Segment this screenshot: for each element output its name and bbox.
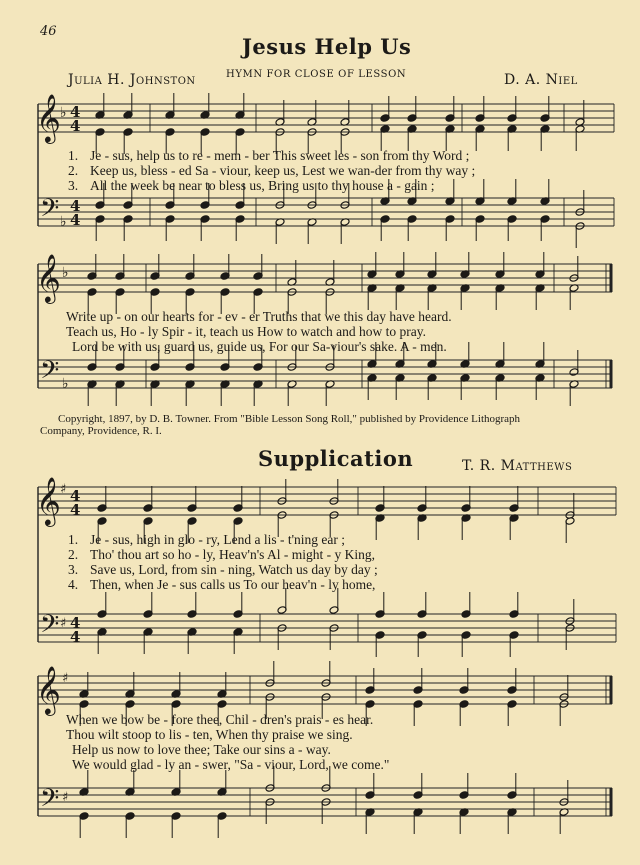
hymn1-composer: D. A. Niel: [504, 72, 578, 88]
time-sig-bottom: 4: [70, 117, 81, 135]
svg-text:4: 4: [70, 501, 81, 519]
flat-icon: ♭: [62, 265, 69, 281]
copyright-line2: Company, Providence, R. I.: [40, 425, 162, 437]
hymn1-verse2-line1: 2. Keep us, bless - ed Sa - viour, keep us, Lest we wan-der from thy way ;: [68, 163, 476, 178]
time-sig-top: 4: [70, 103, 81, 121]
hymn2-verse1-line1: 1. Je - sus, high in glo - ry, Lend a lis - t'ning ear ;: [68, 532, 346, 547]
treble-clef-icon: 𝄞: [36, 665, 61, 714]
hymn1-verse2-line2: Teach us, Ho - ly Spir - it, teach us How to watch and how to pray.: [66, 324, 426, 339]
svg-text:4: 4: [70, 628, 81, 646]
hymn1-title: Jesus Help Us: [242, 34, 412, 59]
hymn2-verse3-line2: Help us now to love thee; Take our sins a - way.: [72, 742, 331, 757]
hymn2-composer: T. R. Matthews: [462, 458, 573, 474]
flat-icon: ♭: [60, 214, 67, 230]
flat-icon: ♭: [62, 376, 69, 392]
svg-text:4: 4: [70, 487, 81, 505]
copyright-line1: Copyright, 1897, by D. B. Towner. From "Bible Lesson Song Roll," published by Providence Lithograph: [58, 413, 521, 425]
svg-text:4: 4: [70, 197, 81, 215]
hymn2-verse4-line2: We would glad - ly an - swer, "Sa - viour, Lord, we come.": [72, 757, 390, 772]
hymn1-verse3-line2: Lord be with us, guard us, guide us, For our Sa-viour's sake. A - men.: [72, 339, 447, 354]
hymn2-verse4-line1: 4. Then, when Je - sus calls us To our heav'n - ly home,: [68, 577, 376, 592]
bass-clef-icon: 𝄢: [40, 356, 60, 391]
hymn2-verse1-line2: When we bow be - fore thee, Chil - dren's prais - es hear.: [66, 712, 374, 727]
hymn2-title: Supplication: [258, 446, 414, 471]
hymn1-subtitle: HYMN FOR CLOSE OF LESSON: [226, 69, 407, 80]
flat-icon: ♭: [60, 105, 67, 121]
bass-clef-icon: 𝄢: [40, 194, 60, 229]
treble-clef-icon: 𝄞: [36, 476, 61, 525]
svg-text:4: 4: [70, 211, 81, 229]
treble-clef-icon: 𝄞: [36, 253, 61, 302]
hymn1-verse3-line1: 3. All the week be near to bless us, Bring us to thy house a - gain ;: [68, 178, 435, 193]
hymn1-author: Julia H. Johnston: [68, 72, 196, 88]
bass-clef-icon: 𝄢: [40, 610, 60, 645]
treble-clef-icon: 𝄞: [36, 93, 61, 142]
page-number: 46: [40, 24, 57, 39]
hymn1-verse1-line2: Write up - on our hearts for - ev - er Truths that we this day have heard.: [66, 309, 452, 324]
hymn2-verse2-line1: 2. Tho' thou art so ho - ly, Heav'n's Al - might - y King,: [68, 547, 376, 562]
hymn1-verse1-line1: 1. Je - sus, help us to re - mem - ber This sweet les - son from thy Word ;: [68, 148, 470, 163]
hymn2-verse3-line1: 3. Save us, Lord, from sin - ning, Watch us day by day ;: [68, 562, 378, 577]
svg-text:4: 4: [70, 614, 81, 632]
sharp-icon: ♯: [60, 616, 67, 631]
bass-clef-icon: 𝄢: [40, 784, 60, 819]
sharp-icon: ♯: [62, 790, 69, 805]
hymn2-verse2-line2: Thou wilt stoop to lis - ten, When thy praise we sing.: [66, 727, 353, 742]
sharp-icon: ♯: [60, 482, 67, 497]
sharp-icon: ♯: [62, 671, 69, 686]
